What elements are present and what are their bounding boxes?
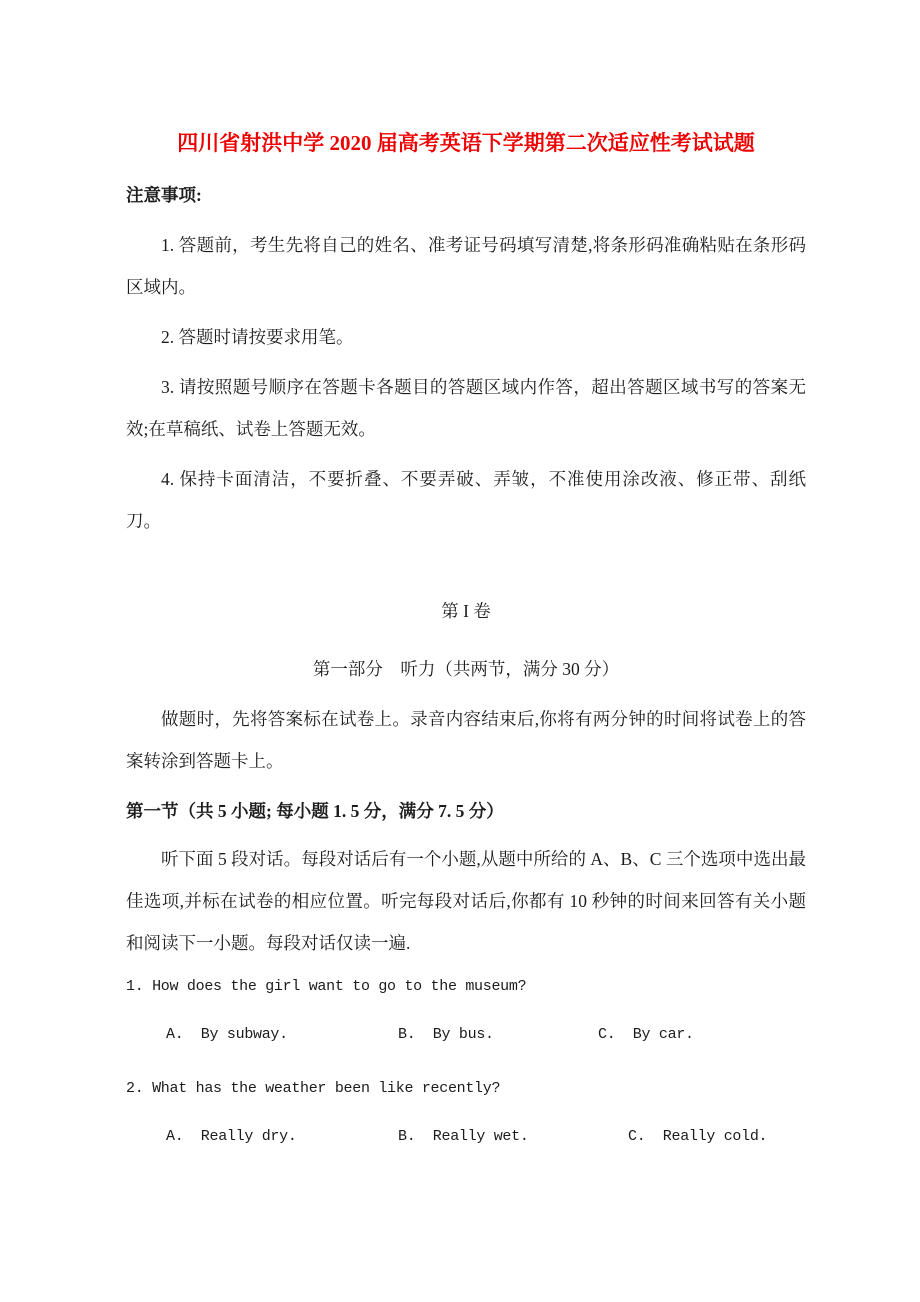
question-2-option-b: B. Really wet. [398, 1128, 529, 1146]
question-1 [126, 966, 806, 1056]
question-2-prompt: 2. What has the weather been like recently? [126, 1080, 501, 1098]
section-heading: 第一节（共 5 小题; 每小题 1. 5 分，满分 7. 5 分） [126, 801, 504, 822]
question-1-option-b: B. By bus. [398, 1026, 494, 1044]
question-1-options [126, 1014, 806, 1056]
notice-item-1: 1. 答题前，考生先将自己的姓名、准考证号码填写清楚,将条形码准确粘贴在条形码区域内。 [126, 235, 806, 298]
document-title: 四川省射洪中学 2020 届高考英语下学期第二次适应性考试试题 [177, 131, 755, 156]
question-1-prompt: 1. How does the girl want to go to the museum? [126, 978, 527, 996]
question-1-option-c: C. By car. [598, 1026, 694, 1044]
notice-label: 注意事项: [126, 185, 202, 206]
notice-item-3: 3. 请按照题号顺序在答题卡各题目的答题区域内作答，超出答题区域书写的答案无效;在草稿纸、试卷上答题无效。 [126, 377, 806, 440]
notice-item-4: 4. 保持卡面清洁，不要折叠、不要弄破、弄皱，不准使用涂改液、修正带、刮纸刀。 [126, 469, 806, 532]
question-1-option-a: A. By subway. [166, 1026, 288, 1044]
question-2-options [126, 1116, 806, 1158]
section-instructions: 听下面 5 段对话。每段对话后有一个小题,从题中所给的 A、B、C 三个选项中选出最佳选项,并标在试卷的相应位置。听完每段对话后,你都有 10 秒钟的时间来回答有关小题和阅读下一小题。每段对话仅读一遍. [126, 849, 806, 954]
volume-heading: 第 I 卷 [441, 601, 491, 622]
listening-note: 做题时，先将答案标在试卷上。录音内容结束后,你将有两分钟的时间将试卷上的答案转涂到答题卡上。 [126, 709, 806, 772]
question-2 [126, 1068, 806, 1158]
part-heading: 第一部分 听力（共两节，满分 30 分） [312, 659, 620, 680]
notice-item-2: 2. 答题时请按要求用笔。 [161, 327, 354, 348]
question-2-option-c: C. Really cold. [628, 1128, 768, 1146]
question-2-option-a: A. Really dry. [166, 1128, 297, 1146]
